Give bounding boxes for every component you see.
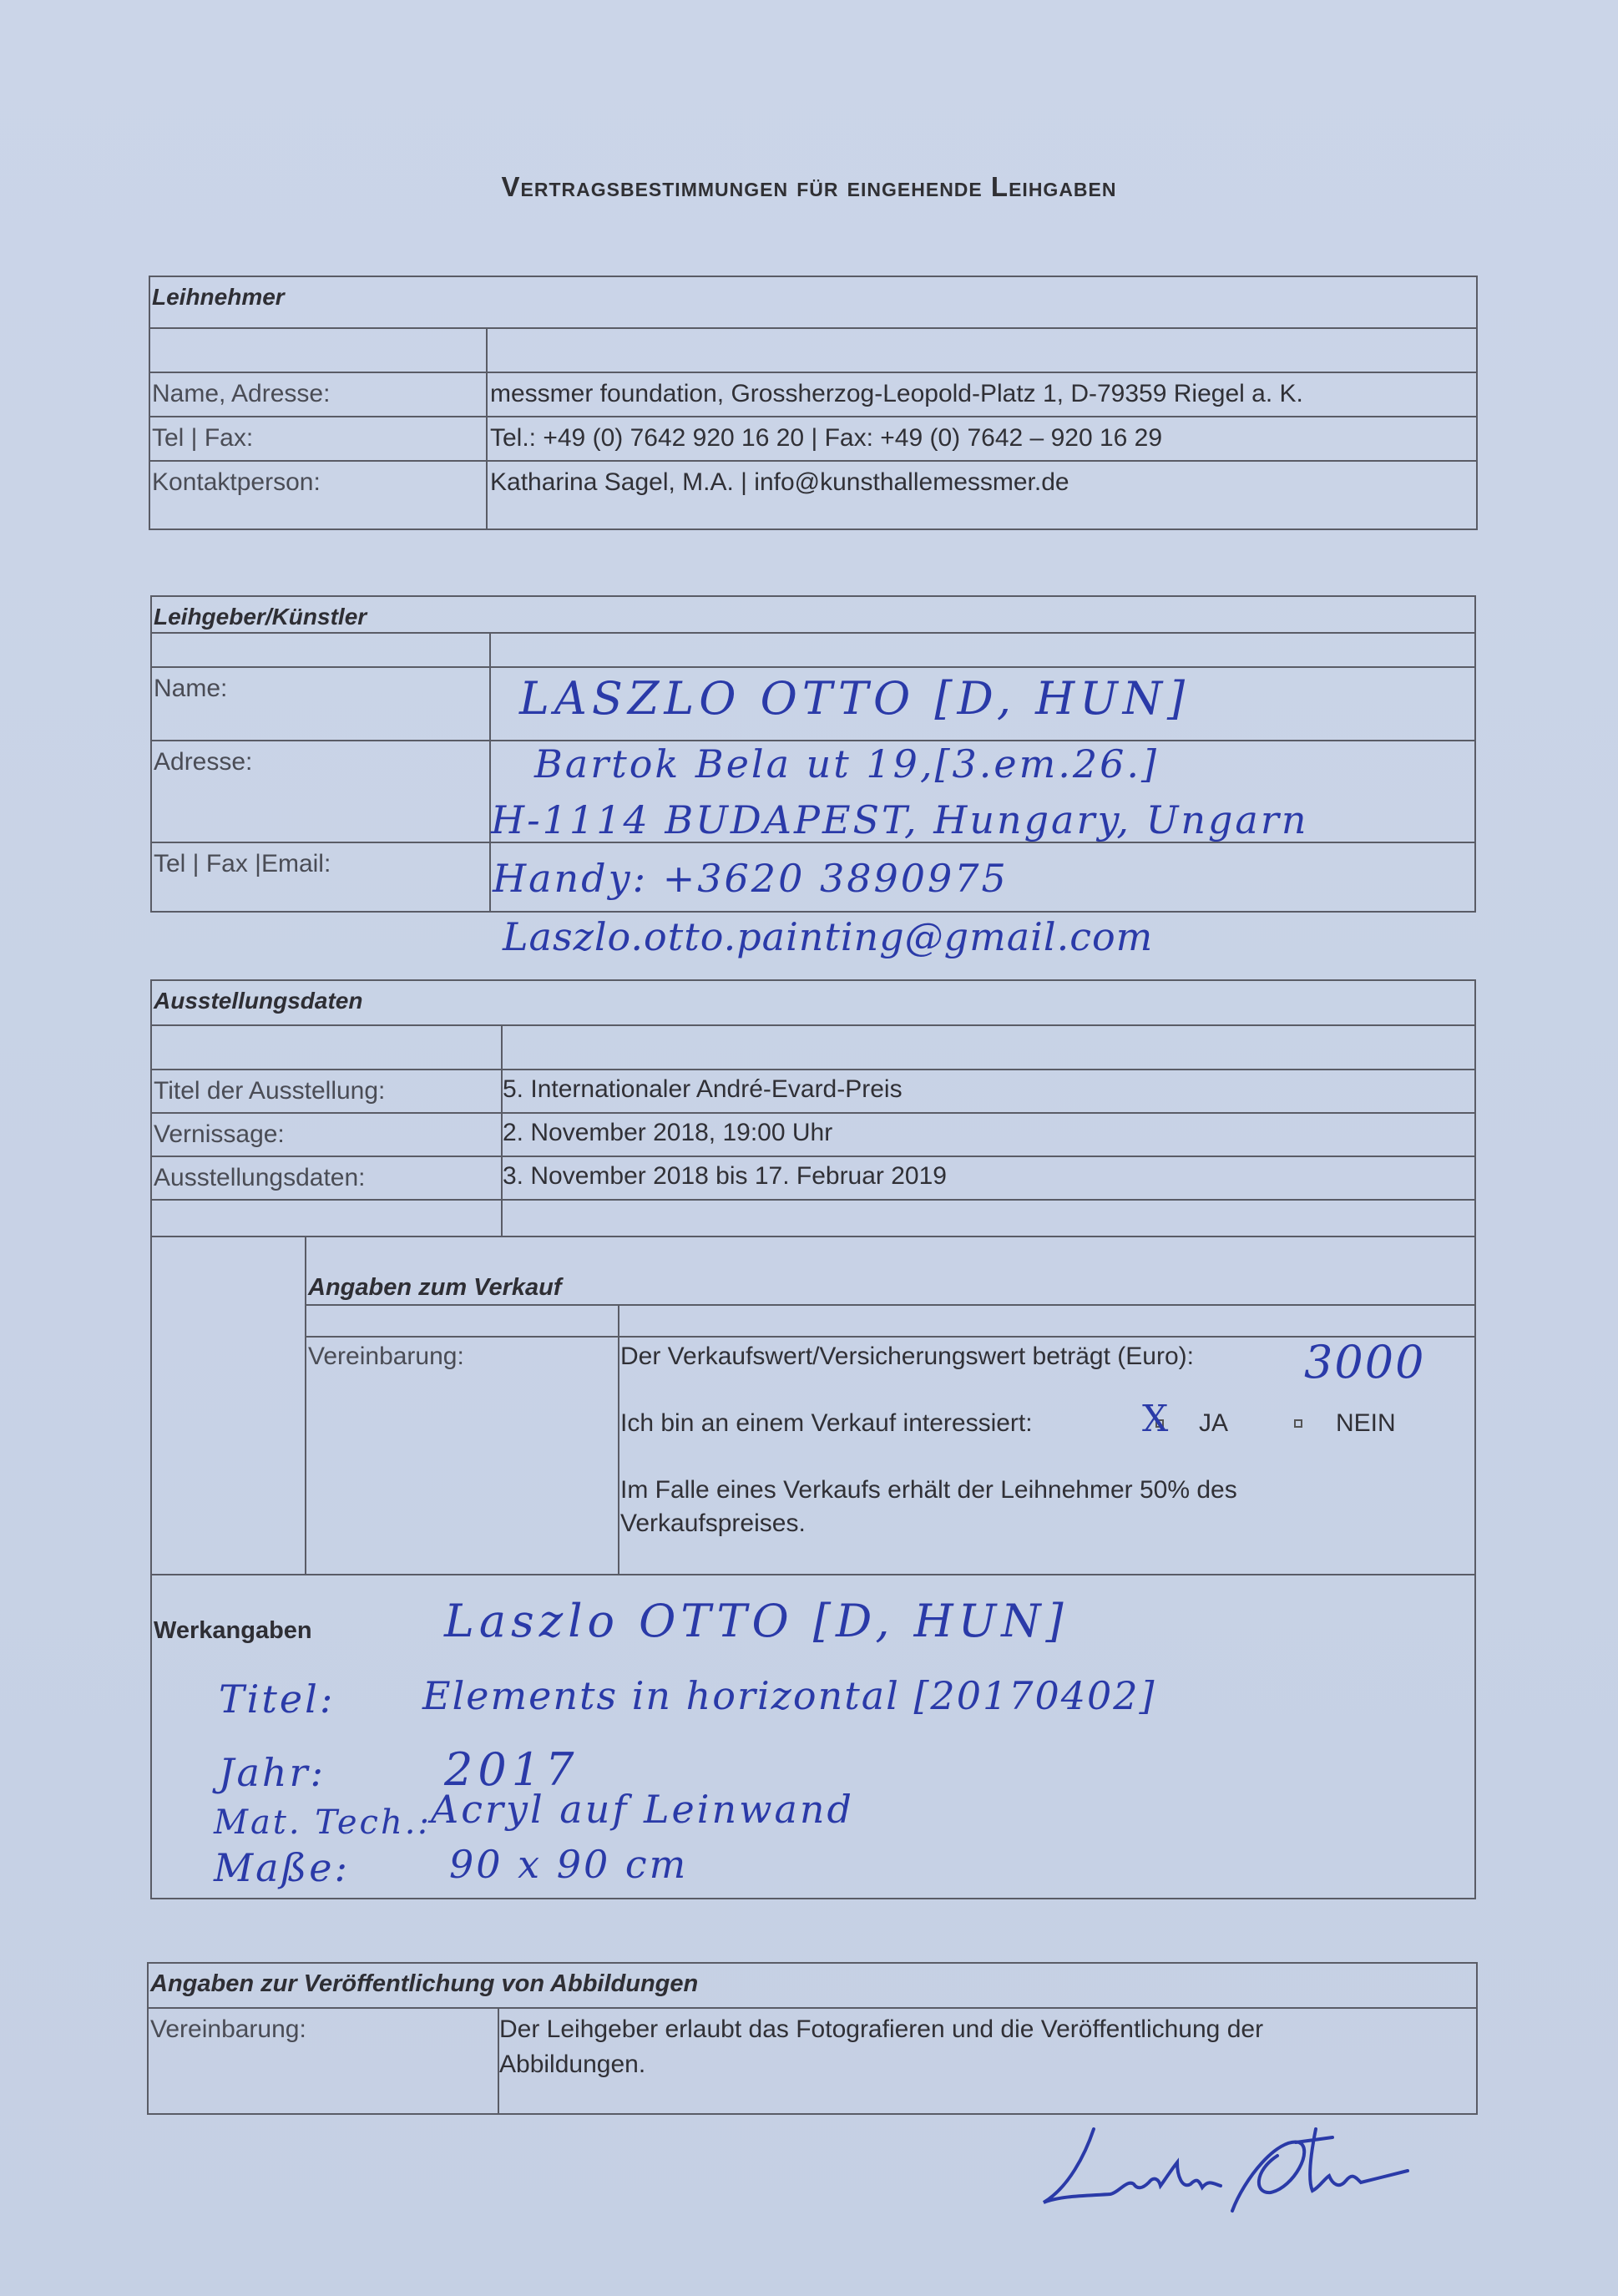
nein-label: NEIN <box>1336 1409 1396 1437</box>
abbildungen-label: Vereinbarung: <box>150 2015 306 2043</box>
verkauf-share-line1: Im Falle eines Verkaufs erhält der Leihnehmer 50% des <box>620 1476 1237 1504</box>
leihnehmer-tel-label: Tel | Fax: <box>152 424 254 452</box>
leihnehmer-contact-value: Katharina Sagel, M.A. | info@kunsthallemessmer.de <box>490 468 1069 496</box>
verkauf-heading: Angaben zum Verkauf <box>308 1274 562 1301</box>
leihgeber-heading: Leihgeber/Künstler <box>154 604 367 630</box>
leihgeber-address-line2: H-1114 BUDAPEST, Hungary, Ungarn <box>491 797 1309 842</box>
werk-artist: Laszlo OTTO [D, HUN] <box>444 1595 1069 1647</box>
ausstellung-title-value: 5. Internationaler André-Evard-Preis <box>503 1075 903 1103</box>
document-title: Vertragsbestimmungen für eingehende Leihgaben <box>501 171 1117 202</box>
werk-title-label: Titel: <box>219 1676 336 1722</box>
nein-checkbox[interactable] <box>1294 1419 1302 1428</box>
verkauf-value-handwritten: 3000 <box>1304 1336 1426 1388</box>
ja-label: JA <box>1199 1409 1229 1437</box>
werk-size-label: Maße: <box>214 1845 350 1890</box>
verkauf-label: Vereinbarung: <box>308 1343 464 1370</box>
ausstellung-dates-label: Ausstellungsdaten: <box>154 1164 366 1191</box>
verkauf-value-text: Der Verkaufswert/Versicherungswert beträgt (Euro): <box>620 1343 1194 1370</box>
verkauf-interest-text: Ich bin an einem Verkauf interessiert: <box>620 1409 1033 1437</box>
abbildungen-text-line2: Abbildungen. <box>499 2051 646 2078</box>
leihnehmer-contact-label: Kontaktperson: <box>152 468 321 496</box>
leihgeber-address-label: Adresse: <box>154 748 253 776</box>
leihgeber-email-value: Laszlo.otto.painting@gmail.com <box>503 914 1154 959</box>
werk-title-value: Elements in horizontal [20170402] <box>422 1673 1156 1718</box>
leihnehmer-name-label: Name, Adresse: <box>152 380 331 407</box>
ausstellung-heading: Ausstellungsdaten <box>154 988 363 1014</box>
leihgeber-contact-label: Tel | Fax |Email: <box>154 850 331 877</box>
leihnehmer-heading: Leihnehmer <box>152 284 285 310</box>
leihgeber-name-label: Name: <box>154 675 228 702</box>
signature <box>1035 2112 1419 2221</box>
werk-heading: Werkangaben <box>154 1617 312 1644</box>
ausstellung-dates-value: 3. November 2018 bis 17. Februar 2019 <box>503 1162 947 1190</box>
ausstellung-vernissage-label: Vernissage: <box>154 1120 285 1148</box>
abbildungen-heading: Angaben zur Veröffentlichung von Abbildungen <box>150 1970 699 1997</box>
ausstellung-title-label: Titel der Ausstellung: <box>154 1077 386 1105</box>
leihgeber-phone-value: Handy: +3620 3890975 <box>493 856 1009 901</box>
werk-year-value: 2017 <box>444 1743 579 1796</box>
werk-year-label: Jahr: <box>219 1750 326 1795</box>
ausstellung-vernissage-value: 2. November 2018, 19:00 Uhr <box>503 1119 833 1146</box>
leihnehmer-tel-value: Tel.: +49 (0) 7642 920 16 20 | Fax: +49 (0) 7642 – 920 16 29 <box>490 424 1163 452</box>
werk-size-value: 90 x 90 cm <box>449 1842 689 1887</box>
werk-material-value: Acryl auf Leinwand <box>431 1787 854 1832</box>
abbildungen-text-line1: Der Leihgeber erlaubt das Fotografieren und die Veröffentlichung der <box>499 2015 1264 2043</box>
signature-scribble <box>1035 2112 1419 2221</box>
leihnehmer-name-value: messmer foundation, Grossherzog-Leopold-Platz 1, D-79359 Riegel a. K. <box>490 380 1303 407</box>
verkauf-share-line2: Verkaufspreises. <box>620 1510 806 1537</box>
leihgeber-name-value: LASZLO OTTO [D, HUN] <box>519 672 1191 725</box>
werk-material-label: Mat. Tech.: <box>214 1803 432 1842</box>
ja-checkmark: X <box>1142 1398 1169 1440</box>
ausstellung-table <box>150 979 1476 1899</box>
leihgeber-address-line1: Bartok Bela ut 19,[3.em.26.] <box>534 741 1159 786</box>
